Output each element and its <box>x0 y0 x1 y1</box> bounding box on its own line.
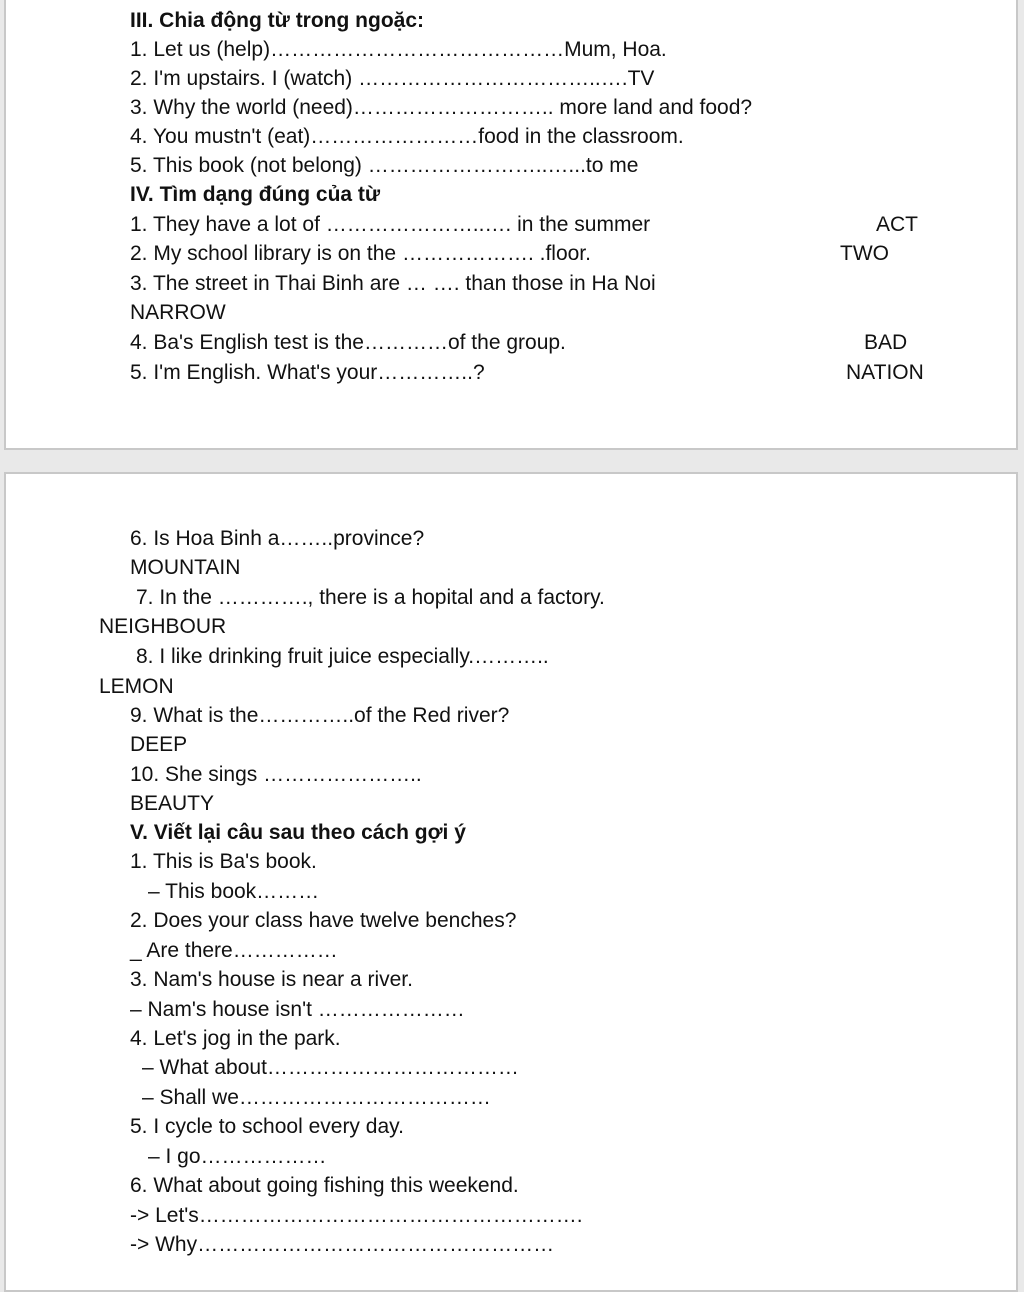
section-4-cue-5: NATION <box>846 361 924 384</box>
section-4-item-5: 5. I'm English. What's your…………..? <box>130 361 485 384</box>
section-5-a6b: -> Why…………………………………………… <box>130 1233 555 1256</box>
section-4-heading: IV. Tìm dạng đúng của từ <box>130 183 381 206</box>
section-4-item-2: 2. My school library is on the ………………. .floor. <box>130 242 591 265</box>
section-4-item-1: 1. They have a lot of …………………..…. in the summer <box>130 213 651 236</box>
section-3-item-5: 5. This book (not belong) ……………………..…...to me <box>130 154 639 177</box>
section-5-a4a: – What about……………………………… <box>142 1056 519 1079</box>
section-5-q1: 1. This is Ba's book. <box>130 850 317 873</box>
section-5-q3: 3. Nam's house is near a river. <box>130 968 413 991</box>
section-4-item-3-cue: NARROW <box>130 301 226 324</box>
section-4-item-6: 6. Is Hoa Binh a……..province? <box>130 527 425 550</box>
section-4-cue-9: DEEP <box>130 733 188 756</box>
section-5-a2: _ Are there…………… <box>130 939 338 962</box>
section-3-item-3: 3. Why the world (need)……………………….. more land and food? <box>130 96 753 119</box>
section-5-a4b: – Shall we……………………………… <box>142 1086 491 1109</box>
section-3-heading: III. Chia động từ trong ngoặc: <box>130 9 425 32</box>
section-5-a1: – This book……… <box>148 880 320 903</box>
section-3-item-4: 4. You mustn't (eat)……………………food in the classroom. <box>130 125 684 148</box>
section-4-item-4: 4. Ba's English test is the…………of the group. <box>130 331 566 354</box>
section-5-a6a: -> Let's………………………………………………. <box>130 1204 583 1227</box>
section-5-q2: 2. Does your class have twelve benches? <box>130 909 517 932</box>
section-4-cue-8: LEMON <box>99 675 174 698</box>
section-4-cue-4: BAD <box>864 331 908 354</box>
section-3-item-1: 1. Let us (help)……………………………………Mum, Hoa. <box>130 38 667 61</box>
section-4-cue-6: MOUNTAIN <box>130 556 241 579</box>
section-4-item-7: 7. In the …………., there is a hopital and a factory. <box>136 586 605 609</box>
section-4-item-8: 8. I like drinking fruit juice especially.……….. <box>136 645 549 668</box>
section-4-item-10: 10. She sings ………………….. <box>130 763 422 786</box>
section-4-cue-7: NEIGHBOUR <box>99 615 227 638</box>
section-5-a5: – I go……………… <box>148 1145 327 1168</box>
section-5-q4: 4. Let's jog in the park. <box>130 1027 341 1050</box>
section-5-q5: 5. I cycle to school every day. <box>130 1115 404 1138</box>
worksheet-page-2 <box>4 472 1018 1292</box>
section-5-heading: V. Viết lại câu sau theo cách gợi ý <box>130 821 466 844</box>
section-4-item-3: 3. The street in Thai Binh are … …. than those in Ha Noi <box>130 272 656 295</box>
section-5-a3: – Nam's house isn't ………………… <box>130 998 465 1021</box>
section-4-cue-2: TWO <box>840 242 889 265</box>
worksheet-page-1 <box>4 0 1018 450</box>
section-3-item-2: 2. I'm upstairs. I (watch) ……………………………..….TV <box>130 67 655 90</box>
section-4-cue-10: BEAUTY <box>130 792 215 815</box>
section-5-q6: 6. What about going fishing this weekend. <box>130 1174 519 1197</box>
section-4-cue-1: ACT <box>876 213 918 236</box>
section-4-item-9: 9. What is the…………..of the Red river? <box>130 704 510 727</box>
